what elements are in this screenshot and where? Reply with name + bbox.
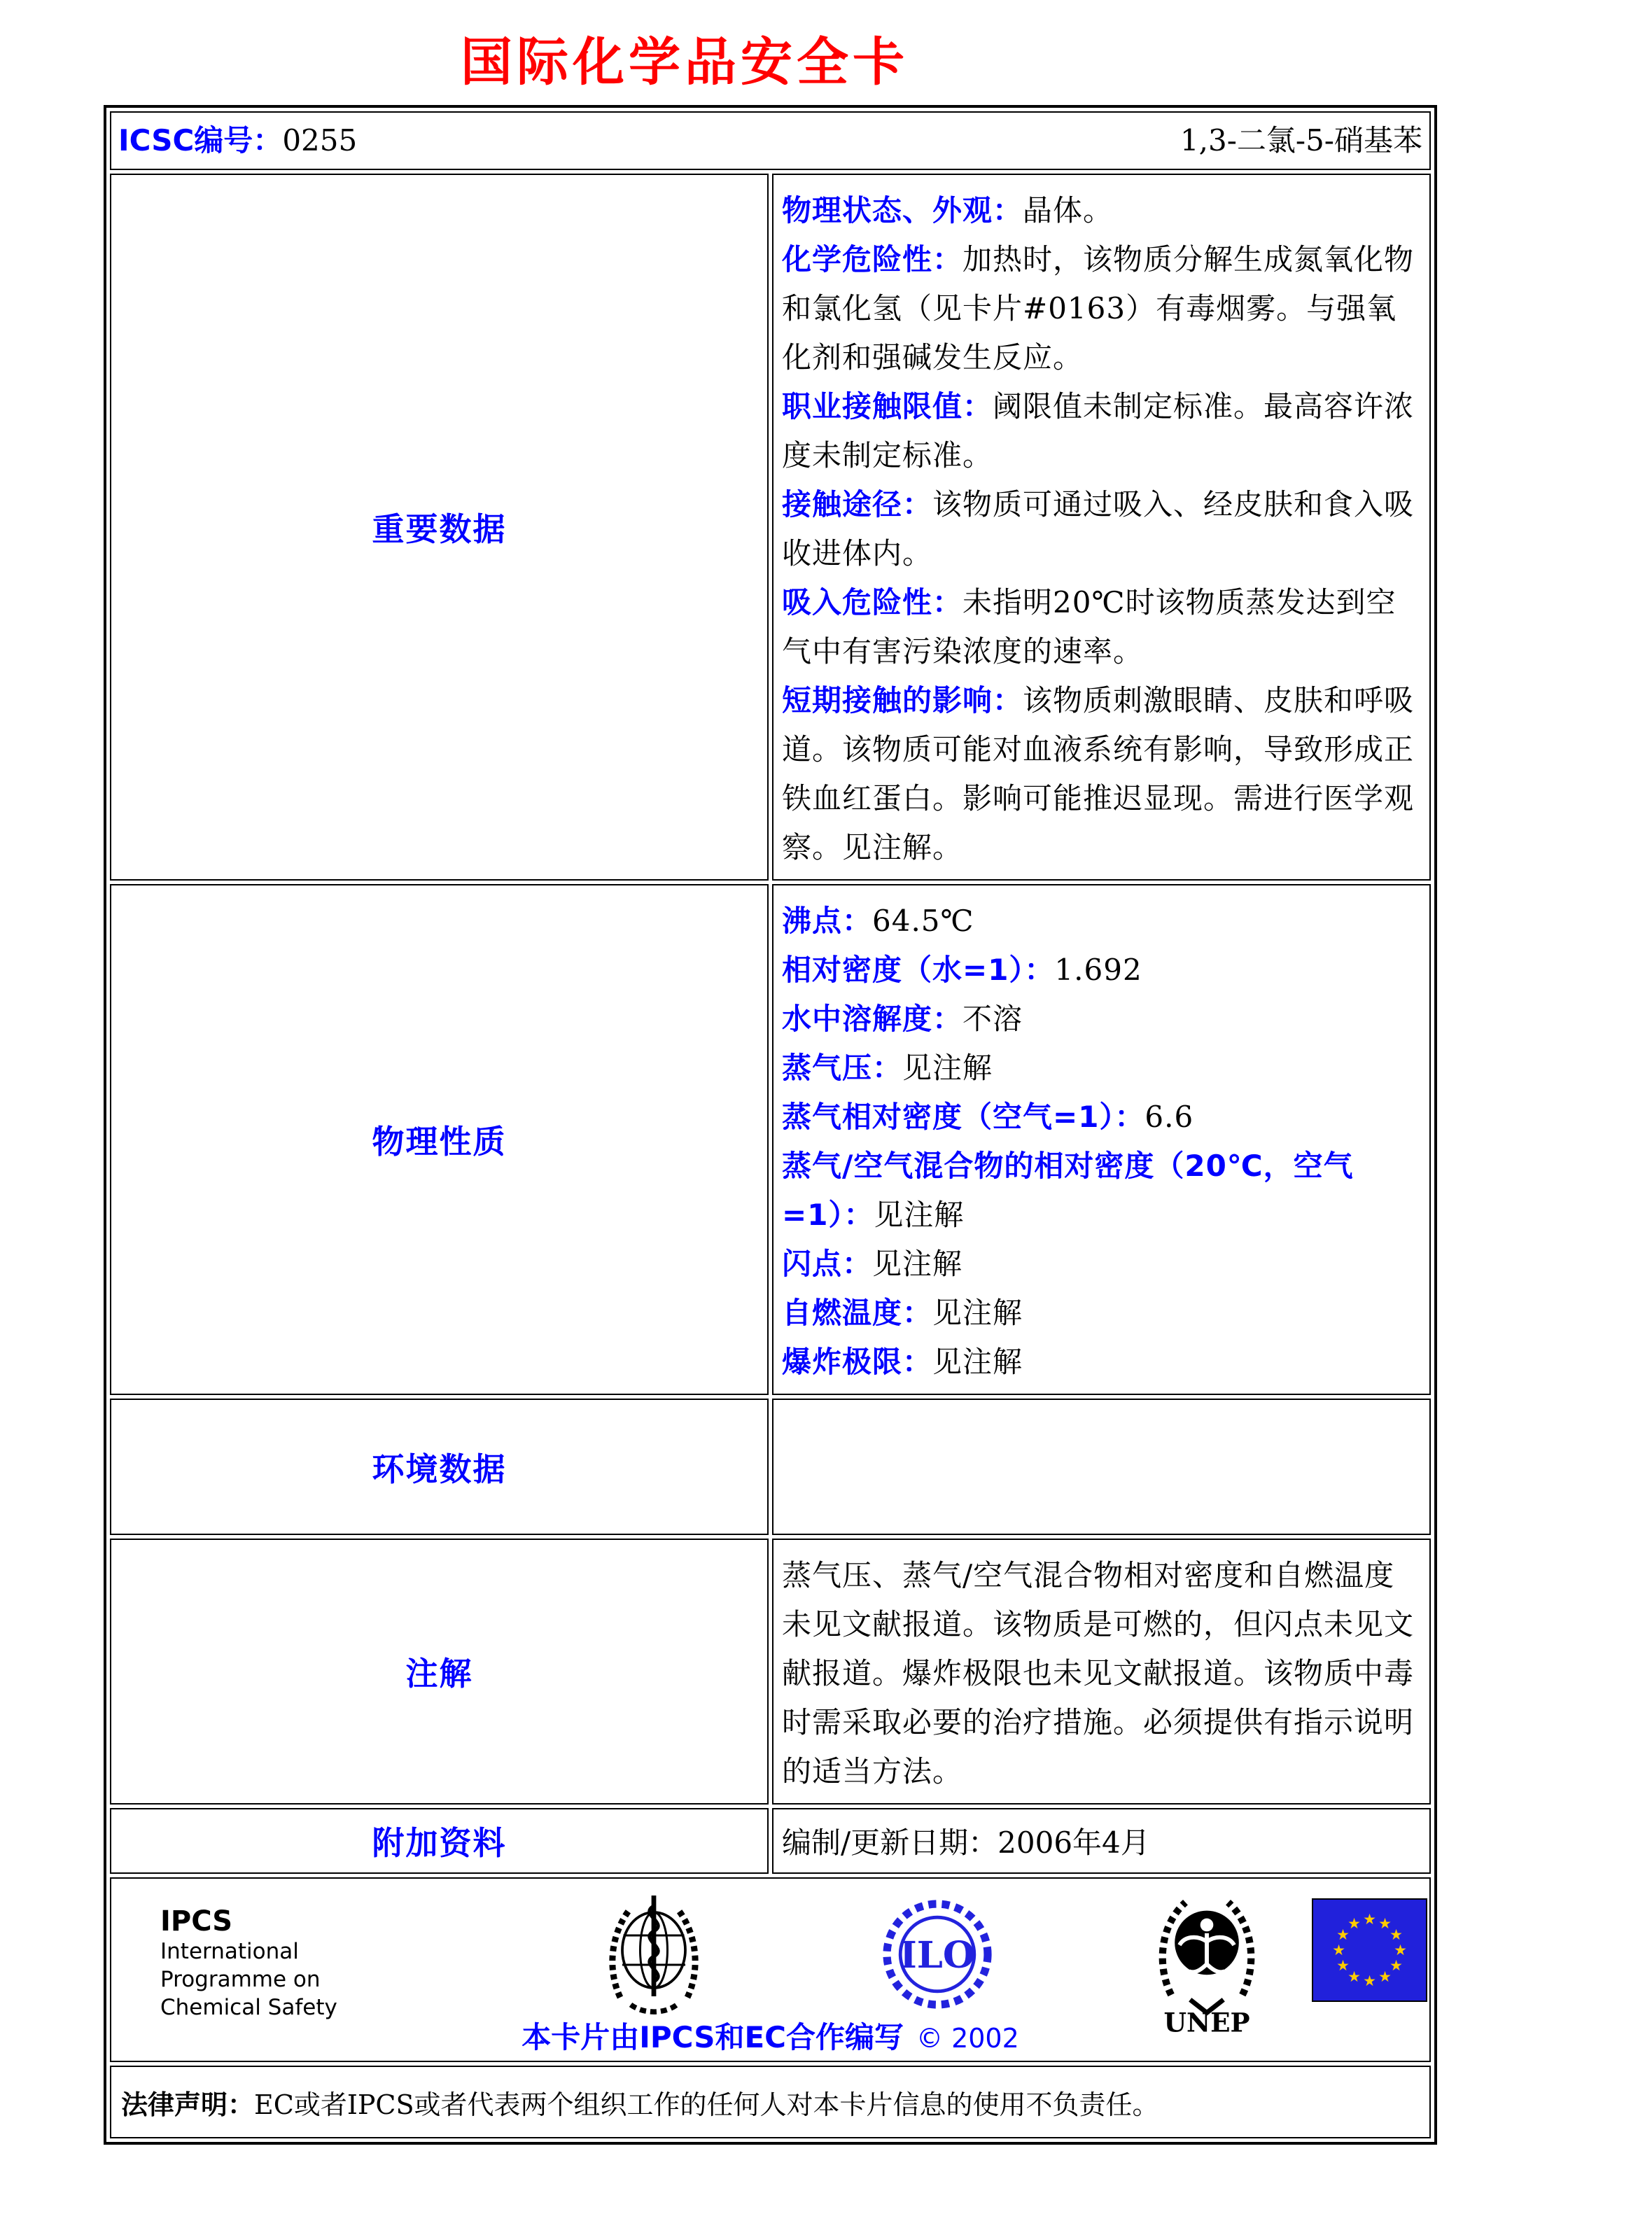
field-boiling-point: 沸点：64.5℃ (782, 904, 974, 938)
svg-text:★: ★ (1348, 1915, 1361, 1932)
logos-row (110, 1877, 1431, 2062)
important-data-content (772, 174, 1431, 881)
eu-flag-icon (1312, 1898, 1427, 2005)
legal-cell (110, 2066, 1431, 2138)
svg-text:★: ★ (1332, 1942, 1345, 1959)
field-vapor-relative-density: 蒸气相对密度（空气=1）：6.6 (782, 1100, 1194, 1134)
important-data-row (110, 174, 1431, 881)
svg-text:★: ★ (1363, 1911, 1376, 1928)
notes-row (110, 1539, 1431, 1805)
physical-properties-content (772, 884, 1431, 1395)
svg-text:ILO: ILO (899, 1933, 975, 1977)
svg-text:★: ★ (1394, 1942, 1407, 1959)
chemical-name: 1,3-二氯-5-硝基苯 (1180, 123, 1422, 157)
section-label-important-data: 重要数据 (110, 174, 769, 881)
ipcs-line-3: Chemical Safety (160, 1995, 337, 2020)
field-chemical-danger: 化学危险性：加热时，该物质分解生成氮氧化物和氯化氢（见卡片#0163）有毒烟雾。与强氧化剂和强碱发生反应。 (782, 242, 1415, 374)
ipcs-title: IPCS (160, 1905, 233, 1938)
unep-label: UNEP (1163, 2007, 1250, 2034)
copyright-text: © 2002 (916, 2023, 1019, 2054)
cooperation-text: 本卡片由IPCS和EC合作编写 (522, 2020, 904, 2054)
section-label-environmental-data: 环境数据 (110, 1399, 769, 1535)
additional-info-row (110, 1808, 1431, 1874)
ipcs-line-2: Programme on (160, 1967, 321, 1992)
additional-info-content: 编制/更新日期：2006年4月 (772, 1808, 1431, 1874)
legal-label: 法律声明： (121, 2089, 255, 2120)
logos-cell (110, 1877, 1431, 2062)
page-title: 国际化学品安全卡 (461, 32, 909, 92)
svg-text:★: ★ (1348, 1968, 1361, 1985)
section-label-notes: 注解 (110, 1539, 769, 1805)
environmental-data-content (772, 1399, 1431, 1535)
ilo-logo-icon (881, 1898, 993, 2013)
section-label-additional-info: 附加资料 (110, 1808, 769, 1874)
legal-text: EC或者IPCS或者代表两个组织工作的任何人对本卡片信息的使用不负责任。 (254, 2089, 1159, 2120)
field-relative-density: 相对密度（水=1）：1.692 (782, 953, 1142, 987)
icsc-number-label: ICSC编号： (118, 123, 283, 157)
physical-properties-row (110, 884, 1431, 1395)
svg-text:★: ★ (1390, 1957, 1403, 1974)
notes-content (772, 1539, 1431, 1805)
field-inhalation-risk: 吸入危险性：未指明20℃时该物质蒸发达到空气中有害污染浓度的速率。 (782, 585, 1396, 668)
icsc-card-table (104, 105, 1437, 2145)
header-cell (110, 111, 1431, 170)
section-label-physical-properties: 物理性质 (110, 884, 769, 1395)
notes-text: 蒸气压、蒸气/空气混合物相对密度和自燃温度未见文献报道。该物质是可燃的，但闪点未见文献报道。爆炸极限也未见文献报道。该物质中毒时需采取必要的治疗措施。必须提供有指示说明的适当方法。 (782, 1558, 1415, 1788)
field-explosive-limits: 爆炸极限：见注解 (782, 1345, 1023, 1379)
environmental-data-row (110, 1399, 1431, 1535)
icsc-number (118, 113, 357, 169)
cooperation-line (111, 2015, 1429, 2057)
field-autoignition-temperature: 自燃温度：见注解 (782, 1296, 1023, 1330)
field-short-term-effects: 短期接触的影响：该物质刺激眼睛、皮肤和呼吸道。该物质可能对血液系统有影响，导致形成正铁血红蛋白。影响可能推迟显现。需进行医学观察。见注解。 (782, 683, 1415, 864)
svg-text:★: ★ (1336, 1957, 1350, 1974)
icsc-number-value: 0255 (282, 123, 358, 157)
svg-text:★: ★ (1390, 1926, 1403, 1943)
field-vapor-air-mixture-density: 蒸气/空气混合物的相对密度（20℃，空气=1）：见注解 (782, 1149, 1354, 1232)
ipcs-text-block (160, 1905, 337, 2022)
ipcs-line-1: International (160, 1939, 299, 1964)
legal-row (110, 2066, 1431, 2138)
who-logo-icon (601, 1887, 706, 2026)
field-physical-state: 物理状态、外观：晶体。 (782, 193, 1114, 227)
svg-text:★: ★ (1378, 1915, 1392, 1932)
svg-text:★: ★ (1363, 1973, 1376, 1989)
svg-text:★: ★ (1378, 1968, 1392, 1985)
field-occupational-limits: 职业接触限值：阈限值未制定标准。最高容许浓度未制定标准。 (782, 389, 1415, 472)
field-exposure-routes: 接触途径：该物质可通过吸入、经皮肤和食入吸收进体内。 (782, 487, 1415, 570)
svg-text:★: ★ (1336, 1926, 1350, 1943)
field-vapor-pressure: 蒸气压：见注解 (782, 1051, 993, 1085)
field-flash-point: 闪点：见注解 (782, 1247, 963, 1281)
field-water-solubility: 水中溶解度：不溶 (782, 1002, 1023, 1036)
header-row (110, 111, 1431, 170)
